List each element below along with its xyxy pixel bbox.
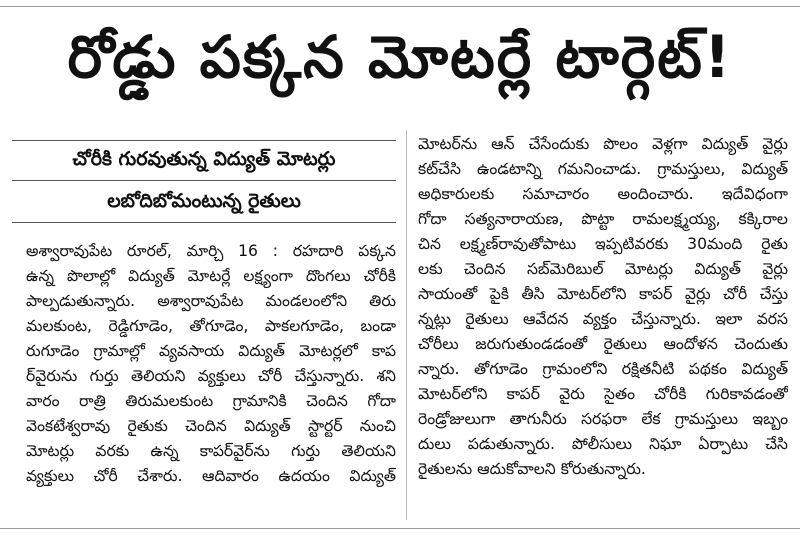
right-line-12: రెండ్రోజులుగా తాగునీరు సరఫరా లేక గ్రామస్తులు ఇబ్బం: [418, 410, 788, 428]
subheadline-1: చోరీకి గురవుతున్న విద్యుత్ మోటర్లు: [72, 148, 336, 170]
left-line-7: వారం రాత్రి తిరుమలకుంట గ్రామానికి చెందిన గోదా: [26, 392, 396, 410]
subhead-rule-top: [12, 140, 396, 141]
headline: రోడ్డు పక్కన మోటర్లే టార్గెట్!: [67, 23, 733, 91]
left-line-4: మలకుంట, రెడ్డిగూడెం, తోగూడెం, పాకలగూడెం, బండా: [26, 317, 396, 335]
right-column: [418, 132, 788, 482]
right-line-8: న్నట్లు రైతులు ఆవేదన వ్యక్తం చేస్తున్నారు. ఇలా వరస: [418, 310, 788, 328]
left-column: [26, 239, 396, 489]
top-rule: [0, 6, 800, 7]
bottom-rule: [0, 528, 800, 529]
right-line-10: న్నారు. తోగూడెం గ్రామంలోని రక్షితనీటి పథకం విద్యుత్: [418, 360, 788, 378]
subheadline-2: లబోదిబోమంటున్న రైతులు: [107, 190, 301, 212]
subhead-rule-middle: [12, 180, 396, 181]
right-line-3: అధికారులకు సమాచారం అందించారు. ఇదేవిధంగా: [418, 185, 788, 203]
left-line-3: పాల్పడుతున్నారు. అశ్వారావుపేట మండలంలోని తిరు: [26, 292, 396, 310]
left-line-8: వెంకటేశ్వరావు రైతుకు చెందిన విద్యుత్ స్టార్టర్ నుంచి: [26, 417, 396, 435]
right-line-6: లకు చెందిన సబ్‌మెరిబుల్ మోటర్లు విద్యుత్ వైర్లు: [418, 260, 788, 278]
right-line-13: దులు పడుతున్నారు. పోలీసులు నిఘా ఏర్పాటు చేసి: [418, 435, 788, 453]
left-line-10: వ్యక్తులు చోరీ చేశారు. ఆదివారం ఉదయం విద్యుత్: [26, 467, 396, 485]
right-line-2: కట్‌చేసి ఉండటాన్ని గమనించాడు. గ్రామస్తులు, విద్యుత్: [418, 160, 788, 178]
right-line-9: చోరీలు జరుగుతుండడంతో రైతులు ఆందోళన చెందుతు: [418, 335, 788, 353]
right-line-5: చిన లక్ష్మణ్‌రావుతోపాటు ఇప్పటివరకు 30మంది రైతు: [418, 235, 788, 253]
right-line-7: సాయంతో పైకి తీసి మోటర్‌లోని కాపర్ వైర్లు చోరీ చేస్తు: [418, 285, 788, 303]
left-line-9: మోటర్లు వరకు ఉన్న కాపర్‌వైర్‌ను గుర్తు తెలియని: [26, 442, 396, 460]
right-line-4: గోదా సత్యనారాయణ, పొట్టా రామలక్ష్మయ్య, కక్కిరాల: [418, 210, 788, 228]
right-line-1: మోటర్‌ను ఆన్ చేసేందుకు పొలం వెళ్లగా విద్యుత్ వైర్లు: [418, 135, 788, 153]
left-line-1: అశ్వారావుపేట రూరల్, మార్చి 16 : రహదారి పక్కన: [26, 242, 396, 260]
column-divider: [406, 130, 407, 520]
left-line-5: రుగూడెం గ్రామాల్లో వ్యవసాయ విద్యుత్ మోటర్లలో కాప: [26, 342, 396, 360]
left-line-2: ఉన్న పొలాల్లో విద్యుత్ మోటర్లే లక్ష్యంగా దొంగలు చోరీకి: [26, 267, 396, 285]
right-line-11: మోటర్‌లోని కాపర్ వైరు సైతం చోరీకి గురికావడంతో: [418, 385, 788, 403]
subhead-rule-bottom: [12, 222, 396, 223]
left-line-6: ర్‌వైరును గుర్తు తెలియని వ్యక్తులు చోరీ చేస్తున్నారు. శని: [26, 367, 396, 385]
right-line-14: రైతులను ఆదుకోవాలని కోరుతున్నారు.: [418, 460, 646, 478]
